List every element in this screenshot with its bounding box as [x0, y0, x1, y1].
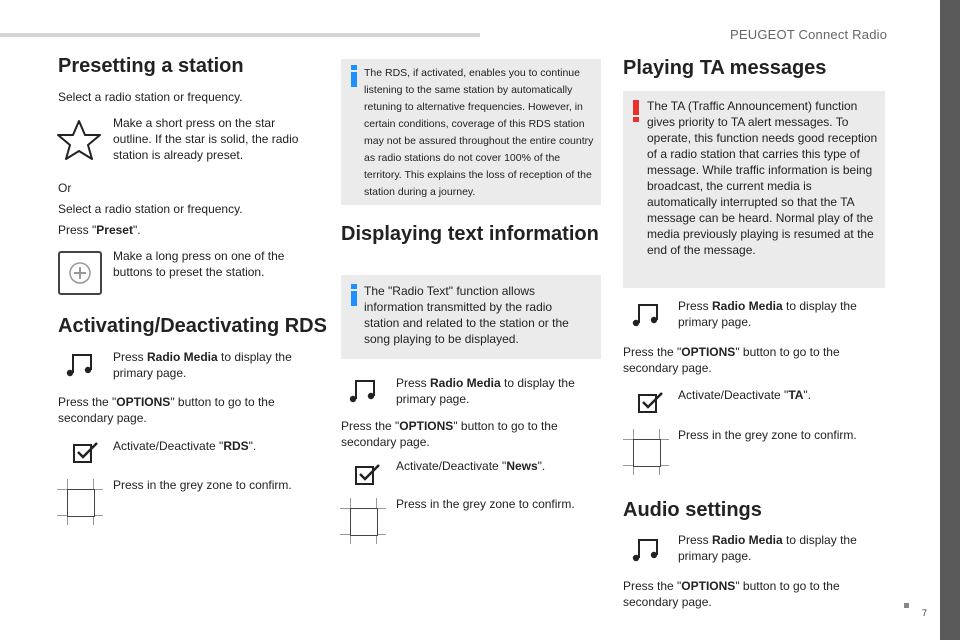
- ta-activate-text: Activate/Deactivate "TA".: [678, 388, 812, 402]
- rds-options-text: Press the "OPTIONS" button to go to the secondary page.: [58, 395, 275, 425]
- text-activate-text: Activate/Deactivate "News".: [396, 459, 546, 473]
- page-number: 7: [922, 608, 928, 618]
- ta-options-text: Press the "OPTIONS" button to go to the secondary page.: [623, 345, 840, 375]
- checkbox-check-icon: [354, 462, 382, 486]
- long-press-text: Make a long press on one of the buttons to preset the station.: [113, 249, 285, 279]
- checkbox-check-icon: [637, 390, 665, 414]
- preset-star-text: Make a short press on the star outline. If the star is solid, the radio station is already preset.: [113, 116, 299, 162]
- text-confirm-text: Press in the grey zone to confirm.: [396, 497, 575, 511]
- music-note-icon: [64, 352, 98, 378]
- audio-options-text: Press the "OPTIONS" button to go to the secondary page.: [623, 579, 840, 609]
- rds-info-note: [341, 59, 601, 205]
- ta-warning-note: [623, 91, 885, 288]
- music-note-icon: [630, 302, 664, 328]
- grey-zone-icon: [623, 429, 669, 475]
- or-text: Or: [58, 181, 72, 195]
- grey-zone-icon: [340, 498, 386, 544]
- page-dot: [904, 603, 909, 608]
- music-note-icon: [630, 537, 664, 563]
- rds-heading: Activating/Deactivating RDS: [58, 315, 327, 337]
- plus-icon: [60, 253, 100, 293]
- text-press-radio-media: Press Radio Media to display the primary page.: [396, 376, 575, 406]
- rds-press-radio-media: Press Radio Media to display the primary page.: [113, 350, 292, 380]
- press-preset-text: Press "Preset".: [58, 223, 141, 237]
- preset-heading: Presetting a station: [58, 55, 244, 77]
- radio-text-info-note: [341, 275, 601, 359]
- rds-note-text: The RDS, if activated, enables you to continue listening to the same station by automatically retuning to alternative frequencies. However, in certain conditions, coverage of this RDS station may not be assured throughout the entire country as radio stations do not cover 100% of the territory. This explains the loss of reception of the station during a journey.: [364, 67, 594, 198]
- audio-press-radio-media: Press Radio Media to display the primary page.: [678, 533, 857, 563]
- preset-select-text-2: Select a radio station or frequency.: [58, 202, 243, 216]
- checkbox-check-icon: [72, 440, 100, 464]
- preset-button-icon: [58, 251, 102, 295]
- preset-select-text-1: Select a radio station or frequency.: [58, 90, 243, 104]
- radio-text-note-text: The "Radio Text" function allows information transmitted by the radio station and related to the station or the song playing to be displayed.: [364, 284, 569, 346]
- ta-heading: Playing TA messages: [623, 57, 827, 79]
- audio-heading: Audio settings: [623, 499, 762, 521]
- star-outline-icon: [56, 118, 102, 162]
- ta-note-text: The TA (Traffic Announcement) function gives priority to TA alert messages. To operate, this function needs good reception of a radio station that carries this type of message. While traffic information is being broadcast, the current media is automatically interrupted so that the TA message can be heard. Normal play of the media previously playing is resumed at the end of the message.: [647, 99, 878, 257]
- header-rule: [0, 33, 480, 37]
- rds-activate-text: Activate/Deactivate "RDS".: [113, 439, 257, 453]
- music-note-icon: [347, 378, 381, 404]
- header-title: PEUGEOT Connect Radio: [730, 27, 888, 42]
- side-strip: [940, 0, 960, 640]
- text-info-heading: Displaying text information: [341, 223, 599, 245]
- ta-confirm-text: Press in the grey zone to confirm.: [678, 428, 857, 442]
- ta-press-radio-media: Press Radio Media to display the primary page.: [678, 299, 857, 329]
- warning-icon: [632, 100, 640, 122]
- info-icon: [350, 65, 358, 87]
- grey-zone-icon: [57, 479, 103, 525]
- rds-confirm-text: Press in the grey zone to confirm.: [113, 478, 292, 492]
- text-options-text: Press the "OPTIONS" button to go to the secondary page.: [341, 419, 558, 449]
- info-icon: [350, 284, 358, 306]
